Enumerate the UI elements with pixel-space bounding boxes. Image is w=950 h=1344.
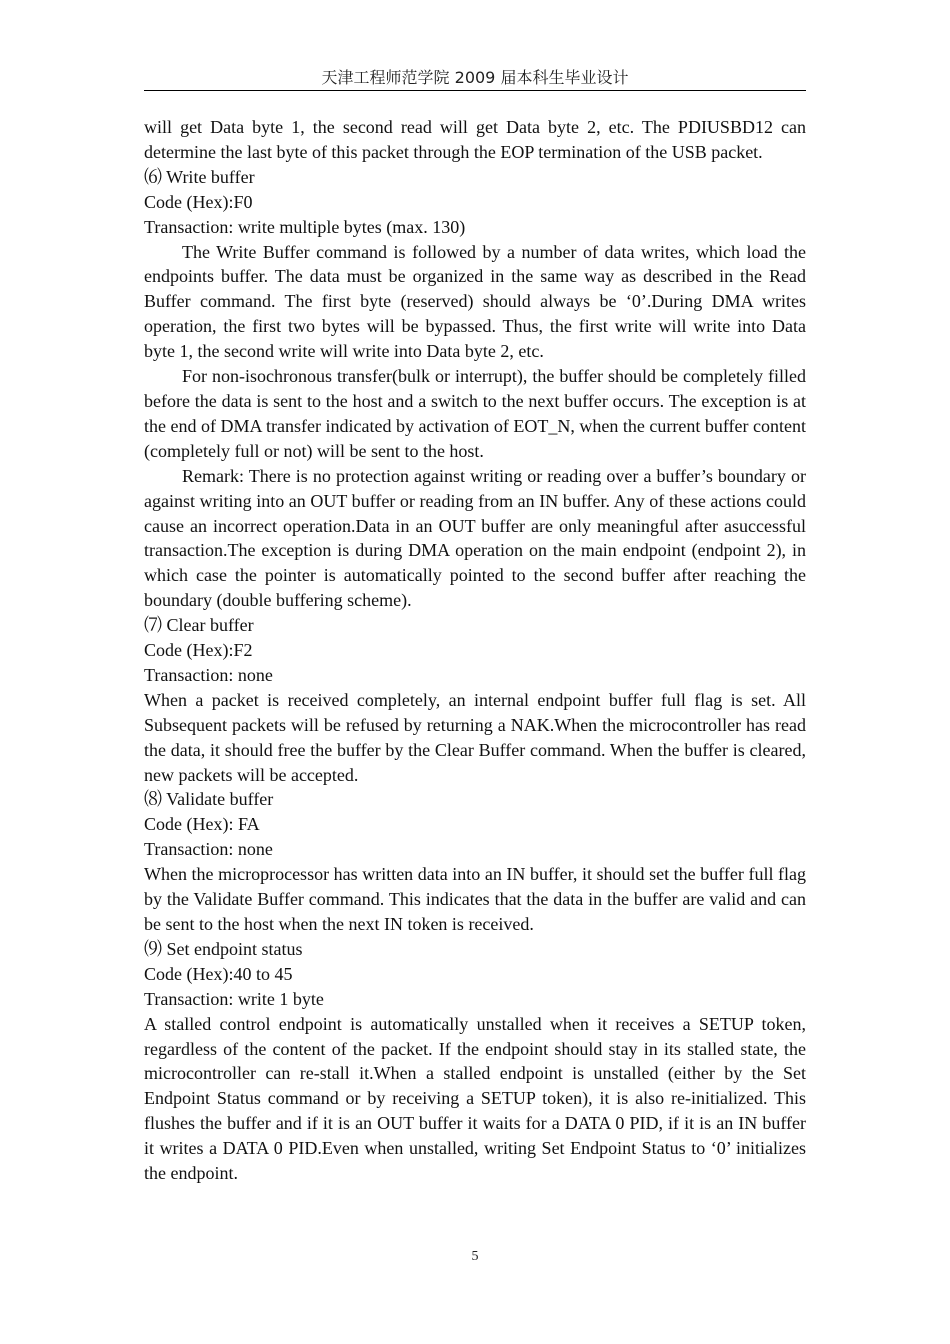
- header-rule: [144, 90, 806, 91]
- paragraph-write-buffer-description: The Write Buffer command is followed by a number of data writes, which load the endpoints buffer. The data must be organized in the same way as described in the Read Buffer command. The first byte (reserved) should always be ‘0’.During DMA writes operation, the first two bytes will be bypassed. Thus, the first write will write into Data byte 1, the second write will write into Data byte 2, etc.: [144, 241, 806, 362]
- paragraph-validate-buffer-description: When the microprocessor has written data into an IN buffer, it should set the buffer full flag by the Validate Buffer command. This indicates that the data in the buffer are valid and can be sent to the host when the next IN token is received.: [144, 864, 806, 934]
- paragraph-non-isochronous-transfer: For non-isochronous transfer(bulk or interrupt), the buffer should be completely filled before the data is sent to the host and a switch to the next buffer occurs. The exception is at the end of DMA transfer indicated by activation of EOT_N, when the current buffer content (completely full or not) will be sent to the host.: [144, 366, 806, 461]
- command-code-line: Code (Hex):F0: [144, 191, 253, 212]
- section-heading-write-buffer: ⑹ Write buffer: [144, 166, 255, 187]
- paragraph-set-endpoint-status-description: A stalled control endpoint is automatically unstalled when it receives a SETUP token, regardless of the content of the packet. If the endpoint should stay in its stalled state, the microcontroller can re-stall it.When a stalled endpoint is unstalled (either by the Set Endpoint Status command or by receiving a SETUP token), it is also re-initialized. This flushes the buffer and if it is an OUT buffer it waits for a DATA 0 PID, if it is an IN buffer it writes a DATA 0 PID.Even when unstalled, writing Set Endpoint Status to ‘0’ initializes the endpoint.: [144, 1013, 806, 1184]
- paragraph-clear-buffer-description: When a packet is received completely, an internal endpoint buffer full flag is set. All Subsequent packets will be refused by returning a NAK.When the microcontroller has read the data, it should free the buffer by the Clear Buffer command. When the buffer is cleared, new packets will be accepted.: [144, 689, 806, 785]
- transaction-line: Transaction: write 1 byte: [144, 988, 324, 1009]
- body-text: [144, 115, 806, 1186]
- page-number: 5: [471, 1249, 479, 1264]
- command-code-line: Code (Hex):40 to 45: [144, 963, 293, 984]
- command-code-line: Code (Hex): FA: [144, 814, 260, 835]
- paragraph-remark: Remark: There is no protection against writing or reading over a buffer’s boundary or against writing into an OUT buffer or reading from an IN buffer. Any of these actions could cause an incorrect operation.Data in an OUT buffer are only meaningful after asuccessful transaction.The exception is during DMA operation on the main endpoint (endpoint 2), in which case the pointer is automatically pointed to the second buffer after reaching the boundary (double buffering scheme).: [144, 465, 806, 611]
- transaction-line: Transaction: write multiple bytes (max. 130): [144, 216, 466, 237]
- command-code-line: Code (Hex):F2: [144, 640, 253, 661]
- transaction-line: Transaction: none: [144, 664, 273, 685]
- running-header: 天津工程师范学院 2009 届本科生毕业设计: [321, 68, 629, 87]
- section-heading-clear-buffer: ⑺ Clear buffer: [144, 615, 254, 636]
- section-heading-validate-buffer: ⑻ Validate buffer: [144, 789, 274, 810]
- paragraph-continued: will get Data byte 1, the second read will get Data byte 2, etc. The PDIUSBD12 can determine the last byte of this packet through the EOP termination of the USB packet.: [144, 117, 806, 162]
- transaction-line: Transaction: none: [144, 839, 273, 860]
- section-heading-set-endpoint-status: ⑼ Set endpoint status: [144, 938, 303, 959]
